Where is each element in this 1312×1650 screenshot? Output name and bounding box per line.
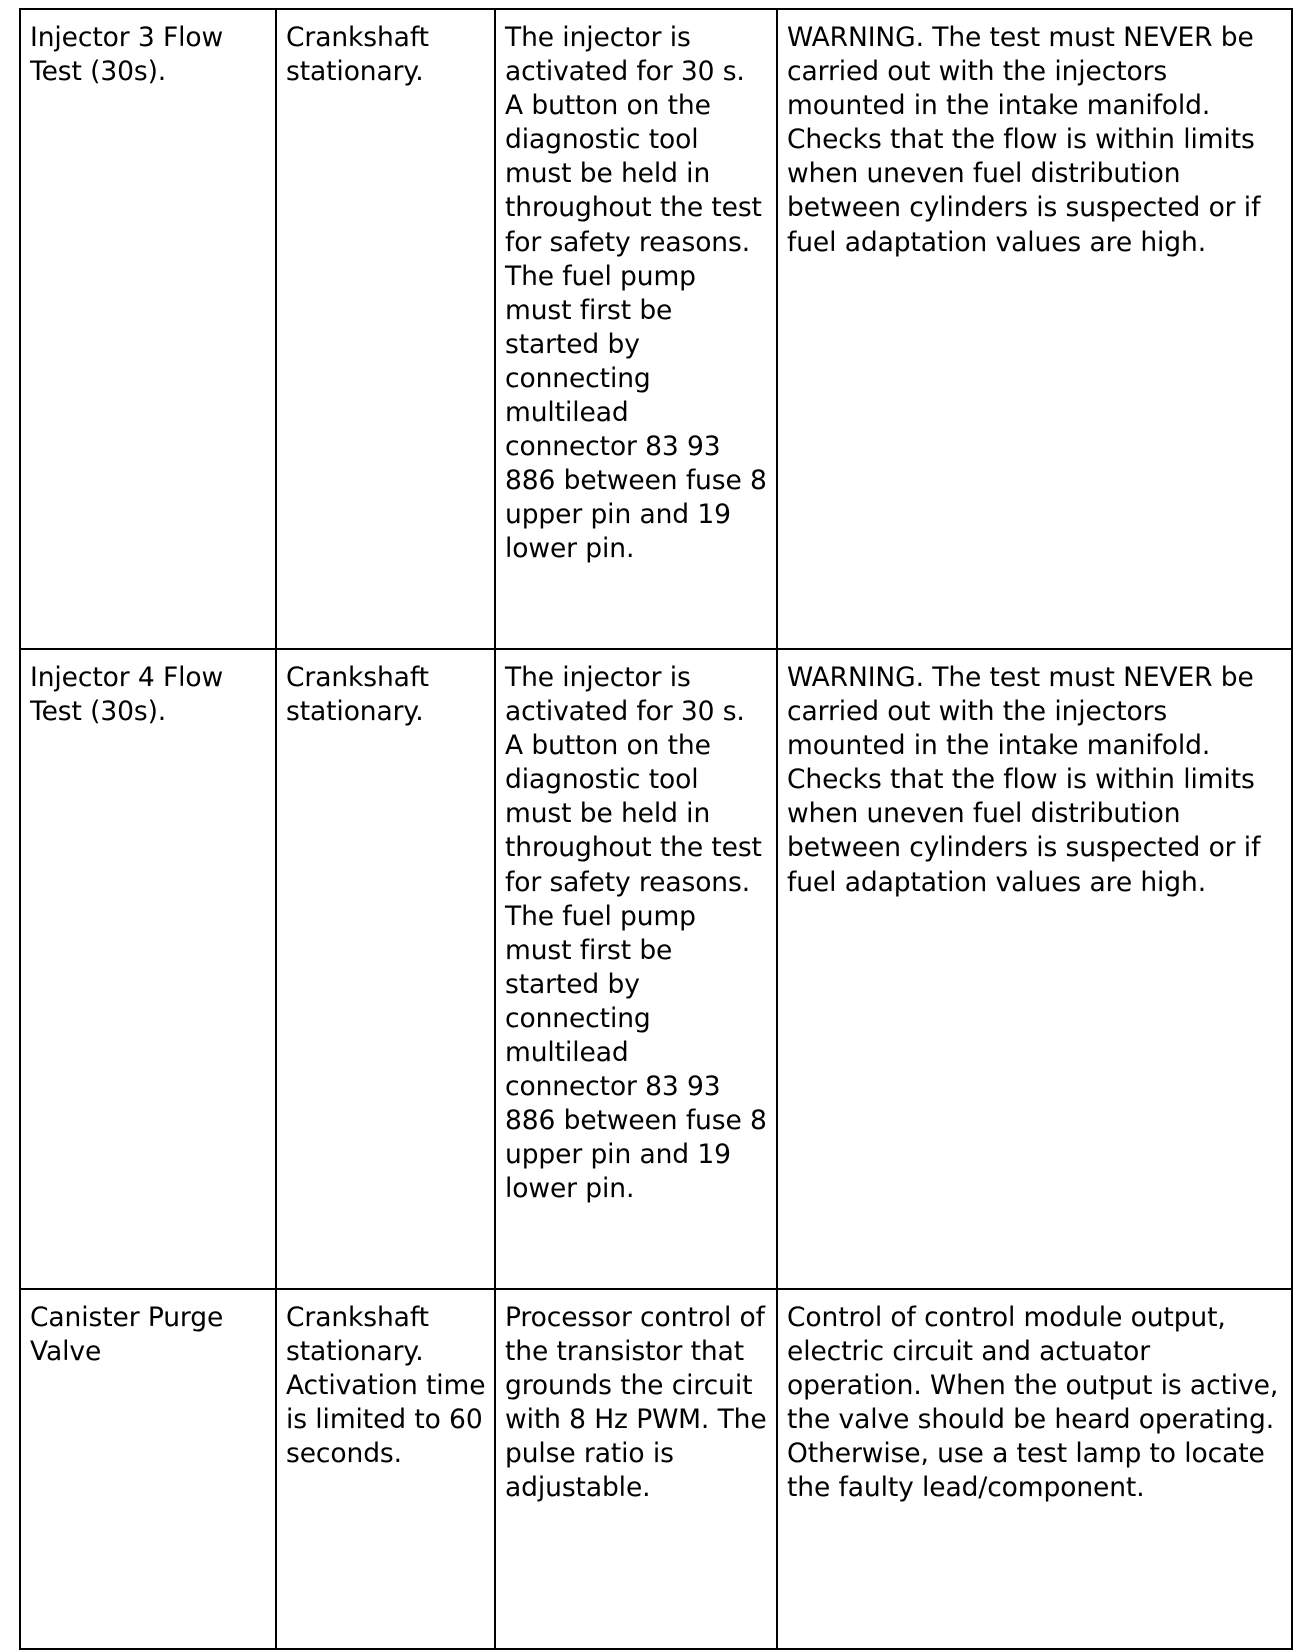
test-name-cell: Injector 4 Flow Test (30s).	[20, 649, 276, 1289]
condition-cell: Crankshaft stationary.	[276, 9, 495, 649]
description-cell: Processor control of the transistor that grounds the circuit with 8 Hz PWM. The pulse ratio is adjustable.	[495, 1289, 777, 1649]
condition-cell: Crankshaft stationary.	[276, 649, 495, 1289]
test-name-cell: Injector 3 Flow Test (30s).	[20, 9, 276, 649]
table-row	[20, 1289, 1292, 1649]
notes-cell: WARNING. The test must NEVER be carried out with the injectors mounted in the intake manifold. Checks that the flow is within limits when uneven fuel distribution between cylinders is suspected or if fuel adaptation values are high.	[777, 9, 1292, 649]
description-cell: The injector is activated for 30 s. A button on the diagnostic tool must be held in throughout the test for safety reasons. The fuel pump must first be started by connecting multilead connector 83 93 886 between fuse 8 upper pin and 19 lower pin.	[495, 649, 777, 1289]
notes-cell: Control of control module output, electric circuit and actuator operation. When the output is active, the valve should be heard operating. Otherwise, use a test lamp to locate the faulty lead/component.	[777, 1289, 1292, 1649]
actuator-test-table	[19, 8, 1293, 1650]
table-row	[20, 9, 1292, 649]
test-name-cell: Canister Purge Valve	[20, 1289, 276, 1649]
description-cell: The injector is activated for 30 s. A button on the diagnostic tool must be held in throughout the test for safety reasons. The fuel pump must first be started by connecting multilead connector 83 93 886 between fuse 8 upper pin and 19 lower pin.	[495, 9, 777, 649]
notes-cell: WARNING. The test must NEVER be carried out with the injectors mounted in the intake manifold. Checks that the flow is within limits when uneven fuel distribution between cylinders is suspected or if fuel adaptation values are high.	[777, 649, 1292, 1289]
table-row	[20, 649, 1292, 1289]
condition-cell: Crankshaft stationary. Activation time is limited to 60 seconds.	[276, 1289, 495, 1649]
